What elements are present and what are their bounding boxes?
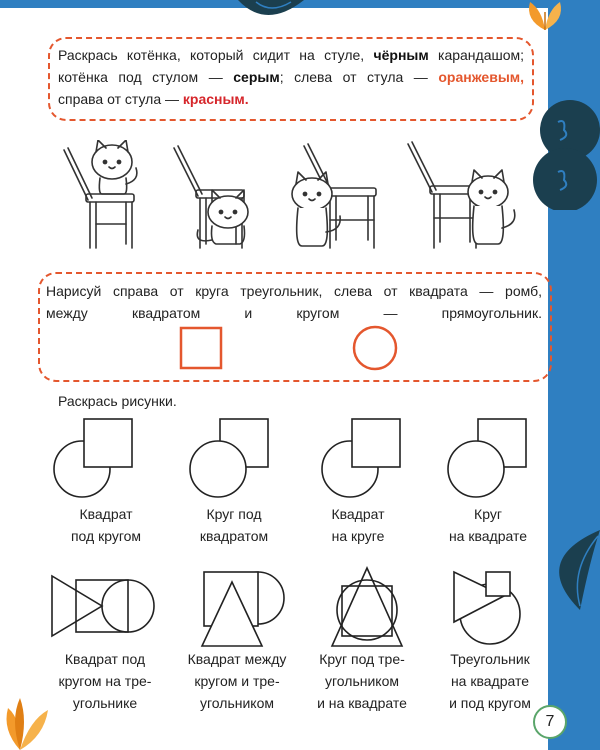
- caption-8: Треугольник на квадрате и под кругом: [449, 651, 531, 711]
- figure-square-between-circle-and-triangle[interactable]: [196, 566, 296, 656]
- task-1-line-3: справа от стула — красным.: [58, 91, 249, 107]
- bush-icon: [530, 90, 600, 210]
- task-1-line-2: котёнка под стулом — серым; слева от стула — оранжевым,: [58, 69, 525, 85]
- caption-6: Квадрат между кругом и тре- угольником: [187, 651, 287, 711]
- task-2-line-1: Нарисуй справа от круга треугольник, слева от квадрата — ромб,: [46, 283, 542, 299]
- figure-triangle-on-square-under-circle[interactable]: [448, 566, 548, 656]
- chair-cat-on-seat[interactable]: [64, 140, 137, 248]
- task-3-title: Раскрась рисунки.: [58, 393, 177, 409]
- caption-2: Круг под квадратом: [199, 506, 269, 544]
- caption-3: Квадрат на круге: [331, 506, 385, 544]
- cats-and-chairs-illustration[interactable]: [40, 140, 520, 260]
- figure-square-under-circle[interactable]: [48, 413, 148, 503]
- caption-7: Круг под тре- угольником и на квадрате: [317, 651, 407, 711]
- flower-icon: [520, 0, 570, 40]
- task-2-text: [46, 280, 542, 324]
- figure-circle-under-triangle-on-square[interactable]: [318, 564, 418, 654]
- task-2-line-2: между квадратом и кругом — прямоугольник.: [46, 305, 542, 321]
- figure-circle-on-square[interactable]: [444, 413, 544, 503]
- task-1-text: [58, 44, 524, 110]
- chair-cat-right[interactable]: [408, 142, 515, 248]
- caption-5: Квадрат под кругом на тре- угольнике: [58, 651, 152, 711]
- page-number: 7: [533, 705, 567, 739]
- leaf-icon: [236, 0, 306, 26]
- orange-circle-shape[interactable]: [350, 323, 400, 373]
- figure-square-under-circle-on-triangle[interactable]: [46, 570, 166, 650]
- chair-cat-left[interactable]: [292, 144, 376, 248]
- task-1-line-1: Раскрась котёнка, который сидит на стуле, чёрным карандашом;: [58, 47, 525, 63]
- chair-cat-under[interactable]: [174, 146, 248, 248]
- figure-circle-under-square[interactable]: [186, 413, 286, 503]
- caption-1: Квадрат под кругом: [70, 506, 142, 544]
- orange-square-shape[interactable]: [178, 325, 226, 371]
- caption-4: Круг на квадрате: [448, 506, 528, 544]
- figure-square-on-circle[interactable]: [316, 413, 416, 503]
